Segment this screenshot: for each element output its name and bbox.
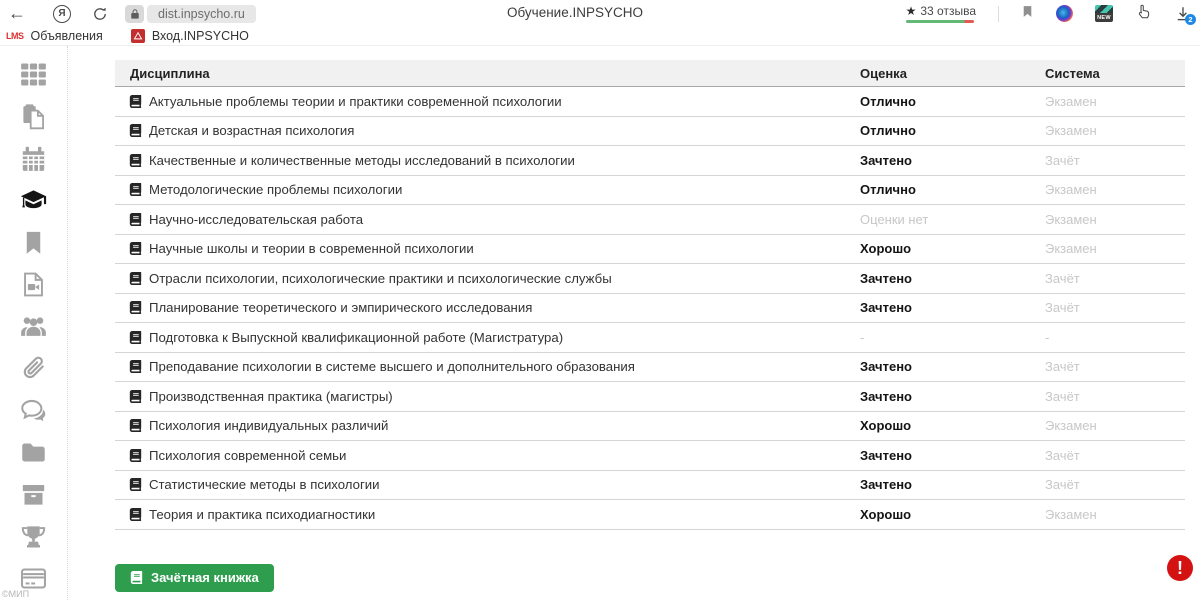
- new-badge: NEW: [1095, 13, 1113, 22]
- book-icon: [129, 419, 142, 432]
- bookmark-item-login[interactable]: [131, 29, 249, 43]
- bookmark-flag-icon[interactable]: [1021, 4, 1034, 24]
- system-value: -: [1045, 329, 1050, 345]
- system-value: Экзамен: [1045, 182, 1097, 198]
- grade-value: Хорошо: [860, 241, 912, 257]
- chat-icon[interactable]: [20, 397, 47, 424]
- folder-icon[interactable]: [20, 439, 47, 466]
- yandex-browser-icon[interactable]: Я: [53, 5, 71, 23]
- book-icon: [129, 390, 142, 403]
- book-icon: [129, 183, 142, 196]
- calendar-icon[interactable]: [20, 145, 47, 172]
- discipline-label: Психология индивидуальных различий: [149, 418, 389, 434]
- discipline-label: Подготовка к Выпускной квалификационной работе (Магистратура): [149, 329, 564, 345]
- trophy-icon[interactable]: [20, 523, 47, 550]
- video-file-icon[interactable]: [20, 271, 47, 298]
- system-value: Зачёт: [1045, 152, 1080, 168]
- grade-value: Зачтено: [860, 477, 912, 493]
- header-grade: Оценка: [860, 65, 907, 81]
- table-row[interactable]: [115, 471, 1185, 501]
- system-value: Зачёт: [1045, 359, 1080, 375]
- table-row[interactable]: [115, 264, 1185, 294]
- disciplines-table-body: [115, 87, 1185, 530]
- table-row[interactable]: [115, 441, 1185, 471]
- system-value: Зачёт: [1045, 388, 1080, 404]
- sidebar: [0, 46, 68, 600]
- browser-address-bar: [0, 0, 1200, 27]
- table-row[interactable]: [115, 294, 1185, 324]
- table-row[interactable]: [115, 117, 1185, 147]
- footer-row: [115, 564, 1185, 592]
- bookmark-label: Объявления: [30, 29, 103, 43]
- book-icon: [129, 95, 142, 108]
- alert-notification-icon[interactable]: !: [1167, 555, 1193, 581]
- discipline-label: Отрасли психологии, психологические практики и психологические службы: [149, 270, 612, 286]
- discipline-label: Научные школы и теории в современной психологии: [149, 241, 474, 257]
- table-row[interactable]: [115, 87, 1185, 117]
- system-value: Зачёт: [1045, 300, 1080, 316]
- discipline-label: Психология современной семьи: [149, 447, 347, 463]
- rating-bar: [906, 20, 974, 23]
- table-row[interactable]: [115, 146, 1185, 176]
- bookmark-item-announcements[interactable]: [6, 29, 103, 43]
- grade-value: Зачтено: [860, 300, 912, 316]
- extension-new-icon[interactable]: [1095, 5, 1113, 22]
- grade-value: Оценки нет: [860, 211, 929, 227]
- book-icon: [129, 272, 142, 285]
- user-group-icon[interactable]: [20, 313, 47, 340]
- table-row[interactable]: [115, 205, 1185, 235]
- payment-card-icon[interactable]: [20, 565, 47, 592]
- graduation-cap-icon[interactable]: [20, 187, 47, 214]
- book-icon: [129, 154, 142, 167]
- gradebook-button[interactable]: [115, 564, 274, 592]
- system-value: Экзамен: [1045, 418, 1097, 434]
- grade-value: Зачтено: [860, 388, 912, 404]
- lms-logo: LMS: [6, 31, 24, 41]
- table-row[interactable]: [115, 500, 1185, 530]
- book-icon: [129, 331, 142, 344]
- reviews-widget[interactable]: [906, 4, 976, 23]
- table-header: [115, 60, 1185, 87]
- system-value: Экзамен: [1045, 211, 1097, 227]
- grade-value: Отлично: [860, 93, 916, 109]
- content: [0, 46, 1200, 600]
- book-icon: [129, 449, 142, 462]
- discipline-label: Детская и возрастная психология: [149, 123, 355, 139]
- discipline-label: Качественные и количественные методы исследований в психологии: [149, 152, 575, 168]
- book-icon: [129, 301, 142, 314]
- book-icon: [129, 360, 142, 373]
- apps-grid-icon[interactable]: [20, 61, 47, 88]
- grade-value: Отлично: [860, 123, 916, 139]
- grade-value: Зачтено: [860, 447, 912, 463]
- discipline-label: Методологические проблемы психологии: [149, 182, 403, 198]
- copyright-label: ©МИП: [2, 589, 30, 599]
- mip-logo-icon: [131, 29, 145, 43]
- header-system: Система: [1045, 65, 1100, 81]
- grade-value: Зачтено: [860, 359, 912, 375]
- toolbar-separator: [998, 6, 999, 22]
- discipline-label: Теория и практика психодиагностики: [149, 506, 376, 522]
- book-icon: [129, 213, 142, 226]
- book-icon: [130, 571, 143, 584]
- book-icon: [129, 124, 142, 137]
- back-icon[interactable]: ←: [8, 2, 26, 23]
- grade-value: Зачтено: [860, 270, 912, 286]
- bookmarks-bar: [0, 27, 1200, 46]
- table-row[interactable]: [115, 323, 1185, 353]
- refresh-icon[interactable]: [92, 6, 108, 22]
- system-value: Зачёт: [1045, 447, 1080, 463]
- table-row[interactable]: [115, 176, 1185, 206]
- lock-icon[interactable]: [125, 5, 144, 23]
- grade-value: Хорошо: [860, 506, 912, 522]
- gradebook-button-label: Зачётная книжка: [151, 570, 259, 585]
- bookmark-icon[interactable]: [20, 229, 47, 256]
- book-icon: [129, 242, 142, 255]
- paperclip-icon[interactable]: [20, 355, 47, 382]
- collections-hand-icon[interactable]: [1135, 3, 1152, 25]
- discipline-label: Планирование теоретического и эмпирического исследования: [149, 300, 533, 316]
- extension-new-art: [1095, 5, 1113, 13]
- discipline-label: Научно-исследовательская работа: [149, 211, 364, 227]
- grade-value: Отлично: [860, 182, 916, 198]
- browser-toolbar-right: [906, 0, 1192, 27]
- grade-value: Зачтено: [860, 152, 912, 168]
- main-area: [68, 46, 1200, 600]
- url-field[interactable]: dist.inpsycho.ru: [147, 5, 256, 23]
- system-value: Экзамен: [1045, 93, 1097, 109]
- table-row[interactable]: [115, 235, 1185, 265]
- table-row[interactable]: [115, 382, 1185, 412]
- discipline-label: Преподавание психологии в системе высшего и дополнительного образования: [149, 359, 635, 375]
- bookmark-label: Вход.INPSYCHO: [151, 29, 249, 43]
- archive-box-icon[interactable]: [20, 481, 47, 508]
- table-row[interactable]: [115, 353, 1185, 383]
- downloads-count-badge: 2: [1185, 14, 1196, 25]
- discipline-label: Актуальные проблемы теории и практики современной психологии: [149, 93, 562, 109]
- table-row[interactable]: [115, 412, 1185, 442]
- discipline-label: Статистические методы в психологии: [149, 477, 380, 493]
- book-icon: [129, 508, 142, 521]
- system-value: Зачёт: [1045, 270, 1080, 286]
- extension-circle-icon[interactable]: [1056, 5, 1073, 22]
- system-value: Экзамен: [1045, 123, 1097, 139]
- header-discipline: Дисциплина: [130, 65, 210, 81]
- book-icon: [129, 478, 142, 491]
- system-value: Экзамен: [1045, 506, 1097, 522]
- system-value: Экзамен: [1045, 241, 1097, 257]
- system-value: Зачёт: [1045, 477, 1080, 493]
- page-title: Обучение.INPSYCHO: [507, 5, 643, 20]
- documents-icon[interactable]: [20, 103, 47, 130]
- star-icon: ★: [905, 4, 917, 18]
- grade-value: Хорошо: [860, 418, 912, 434]
- discipline-label: Производственная практика (магистры): [149, 388, 393, 404]
- grade-value: -: [860, 329, 865, 345]
- downloads-icon[interactable]: [1174, 5, 1192, 23]
- reviews-count: 33 отзыва: [920, 4, 976, 18]
